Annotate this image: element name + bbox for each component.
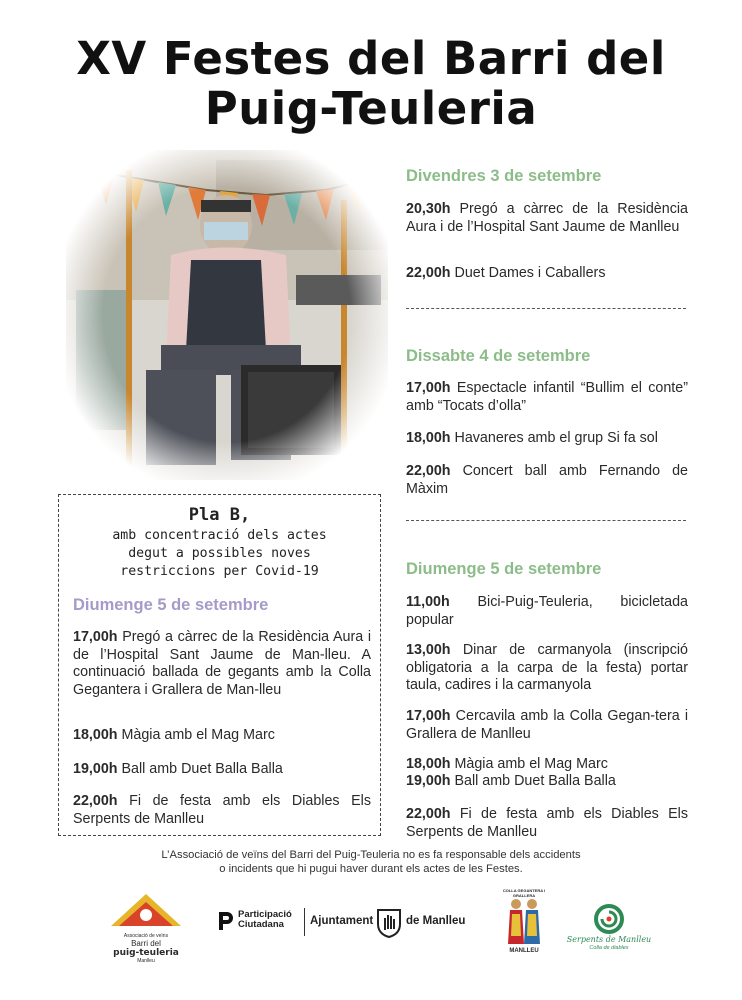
- separator-2: [406, 520, 686, 521]
- ajuntament-left: Ajuntament: [310, 915, 374, 927]
- event-friday-2: [406, 265, 688, 283]
- title-line-1: XV Festes del Barri del: [76, 32, 666, 85]
- logo-divider: [304, 908, 305, 936]
- event-time: 19,00h: [406, 773, 451, 789]
- event-friday-1: [406, 201, 688, 236]
- event-time: 17,00h: [73, 629, 118, 645]
- event-time: 22,00h: [406, 806, 451, 822]
- event-sunday-3: [406, 708, 688, 743]
- page-title: [0, 34, 742, 134]
- assoc-small-label: Associació de veïns: [123, 933, 169, 939]
- event-sunday-6: [406, 806, 688, 841]
- event-time: 19,00h: [73, 761, 118, 777]
- serpents-sub: Colla de diables: [589, 945, 629, 951]
- serpents-name: Serpents de Manlleu: [566, 935, 652, 944]
- participacio-line-1: Participació: [238, 909, 292, 920]
- festival-photo: [66, 150, 388, 480]
- disclaimer-line-2: o incidents que hi pugui haver durant els actes de les Festes.: [219, 863, 523, 875]
- event-time: 18,00h: [406, 756, 451, 772]
- plan-b-subtitle-3: restriccions per Covid-19: [120, 564, 319, 579]
- event-text: Fi de festa amb els Diables Els Serpents de Manlleu: [406, 806, 688, 840]
- assoc-town: Manlleu: [137, 958, 155, 964]
- event-saturday-2: [406, 430, 688, 448]
- event-text: Màgia amb el Mag Marc: [454, 756, 608, 772]
- colla-gegantera-logo: [496, 888, 552, 960]
- day-heading-sunday: Diumenge 5 de setembre: [406, 560, 602, 578]
- event-saturday-3: [406, 463, 688, 498]
- participacio-line-2: Ciutadana: [238, 919, 284, 930]
- event-time: 22,00h: [406, 265, 451, 281]
- event-text: Concert ball amb Fernando de Màxim: [406, 463, 688, 497]
- plan-b-box: [58, 494, 381, 836]
- assoc-veins-logo: [105, 888, 187, 964]
- colla-town: MANLLEU: [509, 948, 539, 954]
- event-sunday-2: [406, 642, 688, 695]
- event-text: Cercavila amb la Colla Gegan-tera i Grallera de Manlleu: [406, 708, 688, 742]
- p-letter-icon: [216, 910, 234, 932]
- event-text: Espectacle infantil “Bullim el conte” amb “Tocats d’olla”: [406, 380, 688, 414]
- event-time: 13,00h: [406, 642, 451, 658]
- event-time: 17,00h: [406, 708, 451, 724]
- event-time: 11,00h: [406, 594, 450, 610]
- plan-b-event-1: [73, 629, 371, 699]
- title-line-2: Puig-Teuleria: [204, 82, 538, 135]
- ajuntament-logo: [310, 906, 470, 938]
- disclaimer-line-1: L’Associació de veïns del Barri del Puig-Teuleria no es fa responsable dels accidents: [161, 849, 581, 861]
- event-text: Fi de festa amb els Diables Els Serpents de Manlleu: [73, 793, 371, 827]
- colla-arc-text: COLLA GEGANTERA I GRALLERA: [502, 888, 546, 898]
- plan-b-title: Pla B,: [188, 505, 251, 525]
- event-text: Duet Dames i Caballers: [454, 265, 606, 281]
- event-sunday-5: [406, 773, 688, 791]
- assoc-name-1: Barri del: [131, 939, 161, 948]
- plan-b-day-heading: Diumenge 5 de setembre: [73, 596, 269, 614]
- plan-b-event-3: [73, 761, 371, 779]
- giants-icon: [502, 896, 546, 946]
- roof-icon: [105, 888, 187, 928]
- event-time: 22,00h: [406, 463, 451, 479]
- event-text: Ball amb Duet Balla Balla: [121, 761, 283, 777]
- event-sunday-4: [406, 756, 688, 774]
- serpent-icon: [594, 904, 624, 934]
- plan-b-event-4: [73, 793, 371, 828]
- event-text: Dinar de carmanyola (inscripció obligatoria a la carpa de la festa) portar taula, cadires i la carmanyola: [406, 642, 688, 693]
- day-heading-saturday: Dissabte 4 de setembre: [406, 347, 591, 365]
- participacio-logo: [216, 908, 306, 938]
- event-text: Bici-Puig-Teuleria, bicicletada popular: [406, 594, 688, 628]
- separator-1: [406, 308, 686, 309]
- event-text: Pregó a càrrec de la Residència Aura i de l’Hospital Sant Jaume de Manlleu: [406, 201, 688, 235]
- event-time: 17,00h: [406, 380, 451, 396]
- ajuntament-right: de Manlleu: [406, 915, 466, 927]
- day-heading-friday: Divendres 3 de setembre: [406, 167, 602, 185]
- event-time: 18,00h: [406, 430, 451, 446]
- plan-b-subtitle-1: amb concentració dels actes: [112, 528, 327, 543]
- plan-b-subtitle-2: degut a possibles noves: [128, 546, 311, 561]
- plan-b-event-2: [73, 727, 371, 745]
- event-saturday-1: [406, 380, 688, 415]
- serpents-logo: [566, 904, 652, 954]
- event-time: 20,30h: [406, 201, 451, 217]
- event-time: 18,00h: [73, 727, 118, 743]
- event-text: Pregó a càrrec de la Residència Aura i de l’Hospital Sant Jaume de Man-lleu. A continuació ballada de gegants amb la Colla Gegantera i Grallera de Man-lleu: [73, 629, 371, 698]
- event-time: 22,00h: [73, 793, 118, 809]
- event-text: Havaneres amb el grup Si fa sol: [454, 430, 658, 446]
- event-sunday-1: [406, 594, 688, 629]
- event-text: Màgia amb el Mag Marc: [121, 727, 275, 743]
- event-text: Ball amb Duet Balla Balla: [454, 773, 616, 789]
- coat-of-arms-icon: [376, 908, 402, 938]
- disclaimer: [0, 848, 742, 876]
- assoc-name-2: puig-teuleria: [113, 948, 179, 958]
